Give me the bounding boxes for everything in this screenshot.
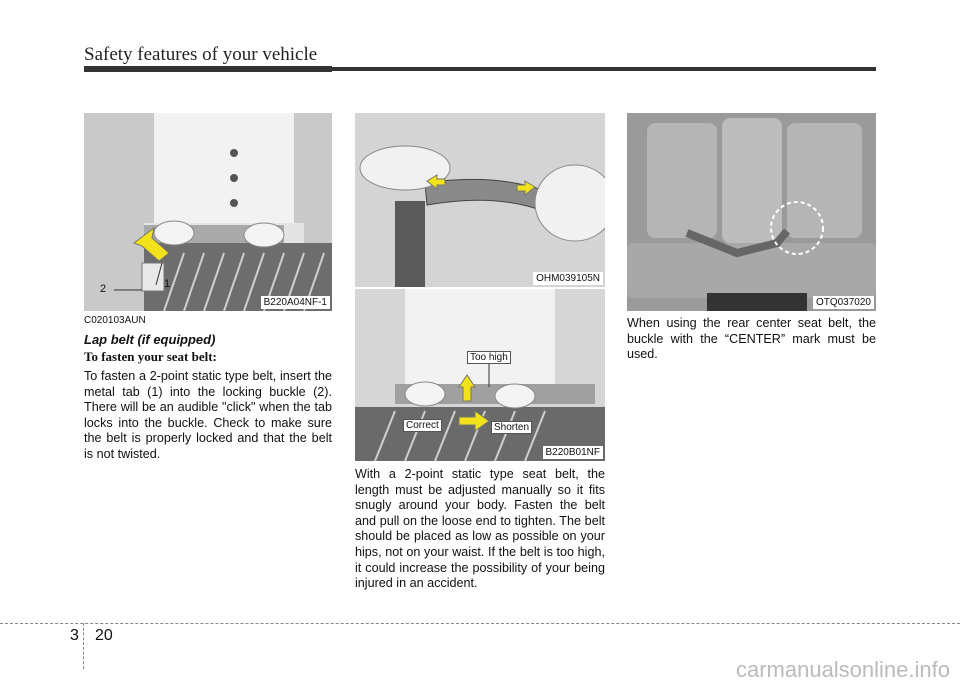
belt-position-illustration: [355, 289, 605, 461]
section-subtitle: To fasten your seat belt:: [84, 349, 217, 364]
figure-belt-position: [355, 289, 605, 461]
callout-correct: Correct: [403, 419, 442, 432]
header-rule-accent: [84, 66, 332, 72]
section-title: Lap belt (if equipped): [84, 332, 216, 347]
callout-label-2: 2: [100, 283, 107, 295]
page-number: 20: [95, 627, 113, 644]
callout-label-1: 1: [164, 278, 171, 290]
callout-too-high: Too high: [467, 351, 511, 364]
page-chapter-number: 3: [70, 627, 79, 644]
figure-code: OHM039105N: [533, 272, 603, 285]
rear-seat-illustration: [627, 113, 876, 311]
section-code: C020103AUN: [84, 315, 146, 326]
site-watermark: carmanualsonline.info: [735, 657, 950, 682]
figure-code: B220B01NF: [543, 446, 603, 459]
figure-belt-adjust: [355, 113, 605, 287]
footer-divider: [83, 623, 84, 669]
paragraph-adjust-belt: With a 2-point static type seat belt, the length must be adjusted manually so it fits snugly around your body. Fasten the belt and pull on the loose end to tighten. The belt should be placed as low as possible on your hips, not on your waist. If the belt is too high, it could increase the possibility of your being injured in an accident.: [355, 467, 605, 591]
figure-lap-belt-buckle: [84, 113, 332, 311]
lap-belt-illustration: [84, 113, 332, 311]
page-header-title: Safety features of your vehicle: [84, 44, 318, 65]
figure-code: B220A04NF-1: [261, 296, 330, 309]
figure-code: OTQ037020: [813, 296, 874, 309]
footer-rule: [0, 623, 960, 624]
figure-rear-center-belt: [627, 113, 876, 311]
paragraph-rear-center-belt: When using the rear center seat belt, the buckle with the “CENTER” mark must be used.: [627, 316, 876, 362]
callout-shorten: Shorten: [491, 421, 532, 434]
paragraph-fasten-belt: To fasten a 2-point static type belt, insert the metal tab (1) into the locking buckle (2). There will be an audible "click" when the tab locks into the buckle. Check to make sure the belt is properly locked and that the belt is not twisted.: [84, 369, 332, 461]
belt-adjust-illustration: [355, 113, 605, 287]
